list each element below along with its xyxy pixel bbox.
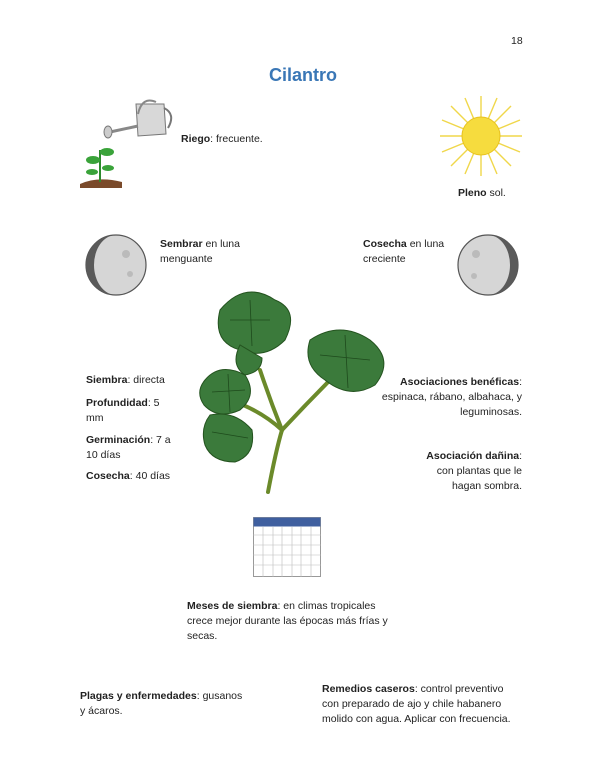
page-title: Cilantro (268, 65, 337, 85)
plagas-text: Plagas y enfermedades: gusanos y ácaros. (80, 690, 243, 717)
watering-can-icon (78, 92, 178, 192)
danina-text: Asociación dañina: con plantas que le hagan sombra. (426, 450, 522, 492)
remedios-text: Remedios caseros: control preventivo con preparado de ajo y chile habanero molido con agua. Aplicar con frecuencia. (322, 683, 511, 725)
sol-text: Pleno sol. (458, 187, 506, 199)
riego-text: Riego: frecuente. (181, 133, 263, 145)
germinacion-text: Germinación: 7 a 10 días (86, 434, 171, 461)
sun-icon (440, 96, 522, 176)
profundidad-text: Profundidad: 5 mm (86, 397, 160, 424)
asociaciones-text: Asociaciones benéficas: espinaca, rábano, albahaca, y leguminosas. (381, 376, 522, 418)
sembrar-text: Sembrar en luna menguante (160, 238, 240, 265)
waning-moon-icon (84, 232, 148, 298)
siembra-text: Siembra: directa (86, 374, 165, 386)
calendar-icon (253, 517, 321, 577)
cosecha-luna-text: Cosecha en luna creciente (363, 238, 445, 265)
meses-text: Meses de siembra: en climas tropicales crece mejor durante las épocas más frías y secas. (187, 600, 388, 642)
cosecha-dias-text: Cosecha: 40 días (86, 470, 171, 482)
page-number: 18 (511, 35, 523, 47)
waxing-moon-icon (456, 232, 520, 298)
